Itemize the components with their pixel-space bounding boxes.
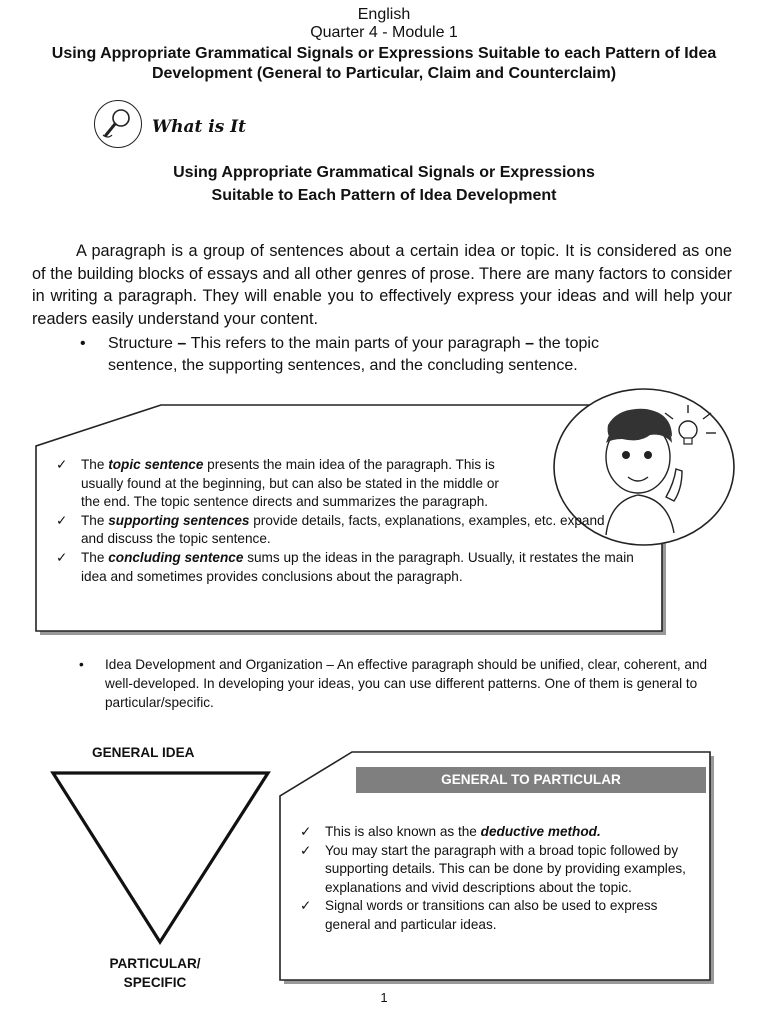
structure-dash: –: [520, 335, 539, 352]
card2-item-text: Signal words or transitions can also be used to express general and particular ideas.: [325, 898, 658, 932]
check-mark-icon: ✓: [56, 457, 68, 472]
idea-development-text: Idea Development and Organization – An effective paragraph should be unified, clear, coherent, and well-developed. In developing your ideas, you can use different patterns. One of them is general to particular/specific.: [105, 657, 708, 710]
structure-text-2: the topic sentence, the supporting sentences, and the concluding sentence.: [108, 335, 599, 374]
card2-item-deductive: [300, 823, 690, 842]
particular-label-line1: PARTICULAR/: [109, 956, 201, 971]
section-title-line2: Suitable to Each Pattern of Idea Development: [211, 187, 557, 204]
bullet-dot: •: [80, 335, 86, 352]
card2-item-signal-words: [300, 897, 690, 934]
what-is-it-heading: What is It: [152, 117, 246, 137]
card1-item-text: The: [81, 457, 109, 472]
page-number: 1: [380, 990, 388, 1005]
check-mark-icon: ✓: [56, 549, 68, 565]
card1-item-text: provide details, facts, explanations, examples, etc. expand and discuss the topic sentence.: [81, 512, 605, 547]
card1-item-text: sums up the ideas in the paragraph. Usually, it restates the main idea and sometimes provides conclusions about the paragraph.: [81, 549, 634, 584]
card1-item-text: The: [81, 512, 109, 528]
card1-item-emphasis: concluding sentence: [108, 549, 244, 565]
module-title: Using Appropriate Grammatical Signals or Expressions Suitable to each Pattern of Idea Development (General to Particular, Claim and Counterclaim): [51, 45, 717, 82]
card2-item-text: You may start the paragraph with a broad topic followed by supporting details. This can be done by providing examples, explanations and vivid descriptions about the topic.: [325, 842, 686, 895]
bullet-dot: •: [79, 657, 84, 672]
check-mark-icon: ✓: [300, 842, 312, 858]
structure-dash: –: [172, 335, 191, 352]
card2-item-emphasis: deductive method.: [480, 824, 601, 839]
check-mark-icon: ✓: [56, 512, 68, 528]
particular-label-line2: SPECIFIC: [123, 975, 187, 990]
card2-list: [300, 823, 690, 935]
subject-title: English: [357, 6, 411, 23]
card1-item-emphasis: supporting sentences: [108, 512, 250, 528]
structure-text-1: This refers to the main parts of your paragraph: [190, 335, 521, 352]
general-idea-label: GENERAL IDEA: [92, 745, 195, 760]
intro-paragraph-text: A paragraph is a group of sentences about a certain idea or topic. It is considered as one of the building blocks of essays and all other genres of prose. There are many factors to consider in writing a paragraph. They will enable you to effectively express your ideas and will help your readers easily understand your content.: [32, 242, 732, 328]
card2-item-text: This is also known as the: [325, 824, 481, 839]
section-title-line1: Using Appropriate Grammatical Signals or Expressions: [173, 164, 595, 181]
structure-label: Structure: [108, 335, 173, 352]
card1-item-text: presents the main idea of the paragraph. This is usually found at the beginning, but can also be stated in the middle or the end. The topic sentence directs and summarizes the paragraph.: [81, 457, 499, 510]
quarter-module-label: Quarter 4 - Module 1: [310, 24, 458, 41]
card1-item-emphasis: topic sentence: [108, 457, 204, 472]
card2-item-broad-topic: [300, 842, 690, 898]
check-mark-icon: ✓: [300, 824, 312, 839]
general-to-particular-heading: GENERAL TO PARTICULAR: [356, 767, 706, 793]
card1-item-text: The: [81, 549, 109, 565]
check-mark-icon: ✓: [300, 898, 312, 914]
